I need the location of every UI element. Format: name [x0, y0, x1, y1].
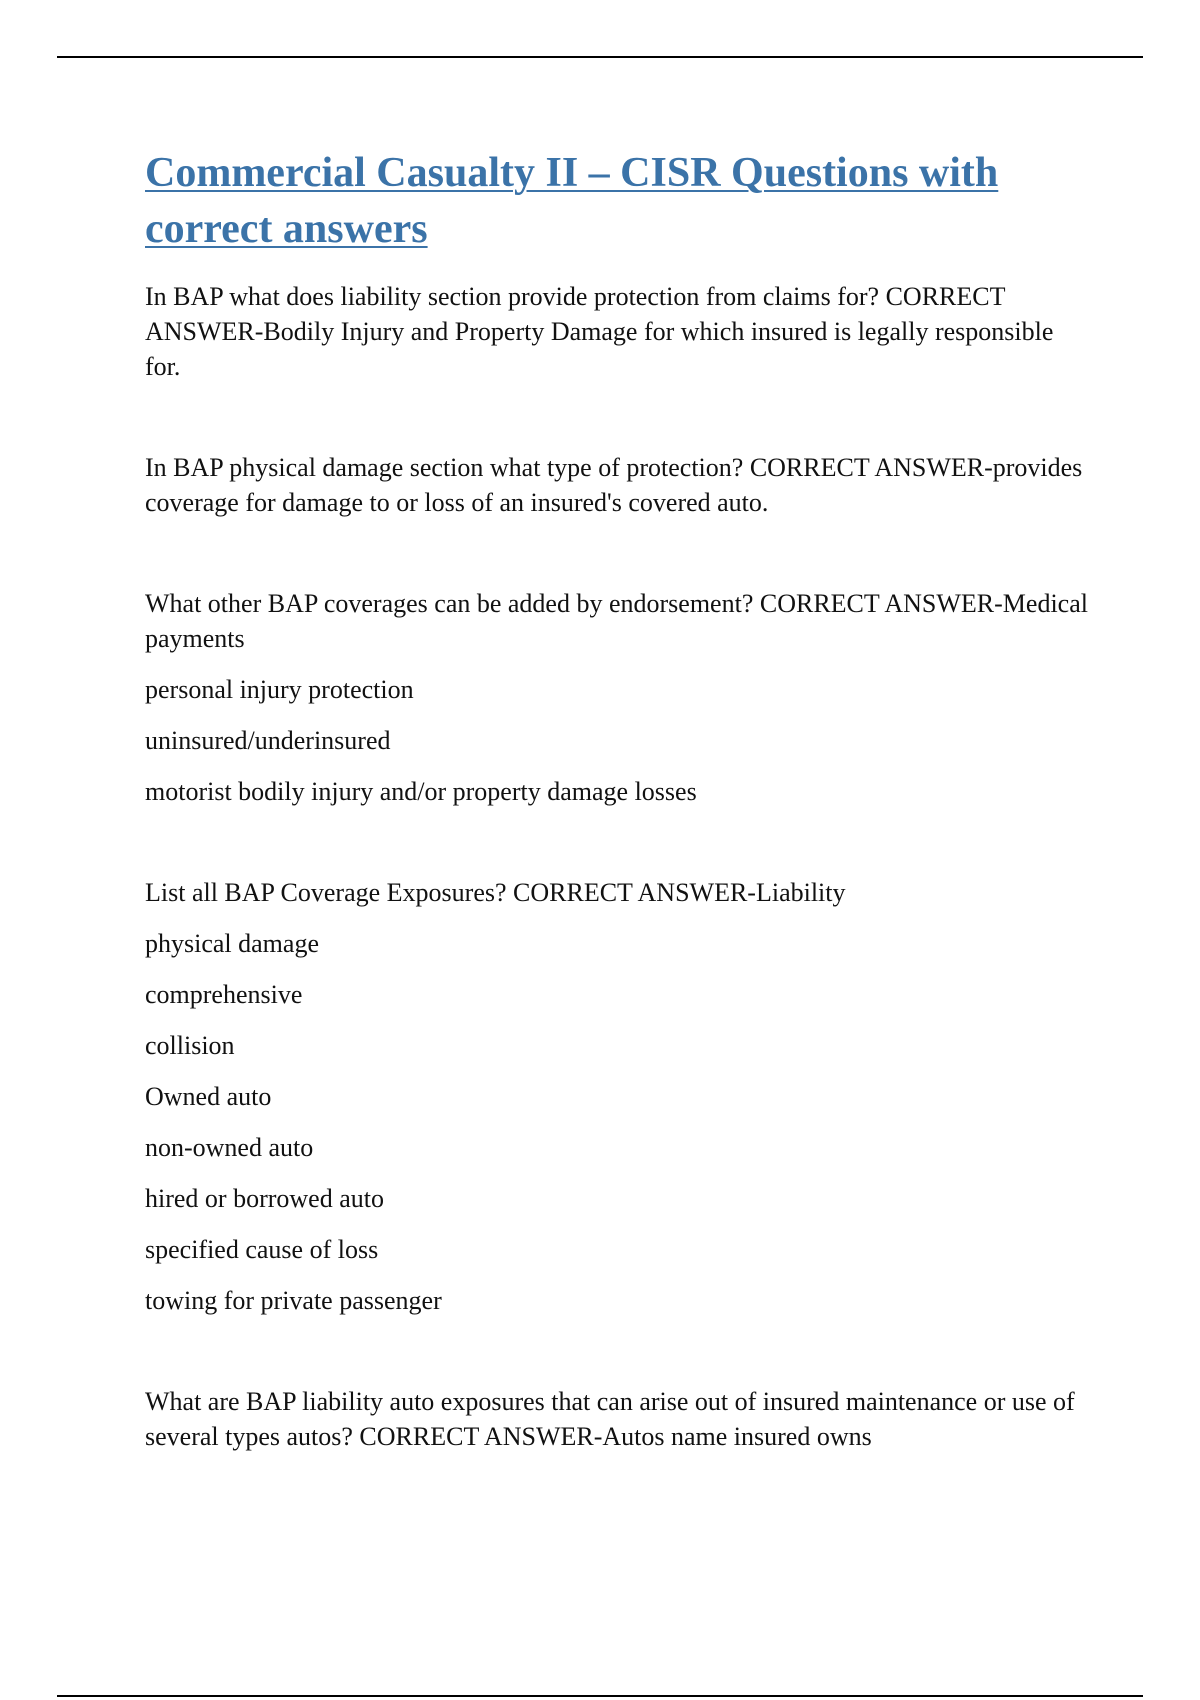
answer-line: motorist bodily injury and/or property damage losses	[145, 777, 697, 806]
qa-text: List all BAP Coverage Exposures? CORRECT ANSWER-Liability	[145, 878, 846, 907]
qa-text: In BAP what does liability section provide protection from claims for? CORRECT ANSWER-Bodily Injury and Property Damage for which insured is legally responsible for.	[145, 282, 1054, 381]
answer-line: uninsured/underinsured	[145, 726, 391, 755]
qa-entry-2	[145, 450, 1090, 520]
top-rule	[57, 56, 1143, 58]
qa-entry-1	[145, 279, 1090, 384]
answer-line: hired or borrowed auto	[145, 1184, 384, 1213]
answer-line: Owned auto	[145, 1082, 272, 1111]
qa-entry-4	[145, 875, 1090, 1318]
bottom-rule	[57, 1695, 1143, 1697]
qa-text: What are BAP liability auto exposures that can arise out of insured maintenance or use of several types autos? CORRECT ANSWER-Autos name insured owns	[145, 1387, 1075, 1451]
answer-line: physical damage	[145, 929, 319, 958]
answer-line: non-owned auto	[145, 1133, 314, 1162]
answer-line: comprehensive	[145, 980, 303, 1009]
document-body	[145, 145, 1090, 1454]
answer-line: collision	[145, 1031, 235, 1060]
answer-line: specified cause of loss	[145, 1235, 379, 1264]
qa-text: In BAP physical damage section what type of protection? CORRECT ANSWER-provides coverage for damage to or loss of an insured's covered auto.	[145, 453, 1083, 517]
document-title: Commercial Casualty II – CISR Questions with correct answers	[145, 150, 999, 252]
answer-line: personal injury protection	[145, 675, 414, 704]
qa-text: What other BAP coverages can be added by endorsement? CORRECT ANSWER-Medical payments	[145, 589, 1088, 653]
qa-entry-5	[145, 1384, 1090, 1454]
qa-entry-3	[145, 586, 1090, 809]
answer-line: towing for private passenger	[145, 1286, 442, 1315]
